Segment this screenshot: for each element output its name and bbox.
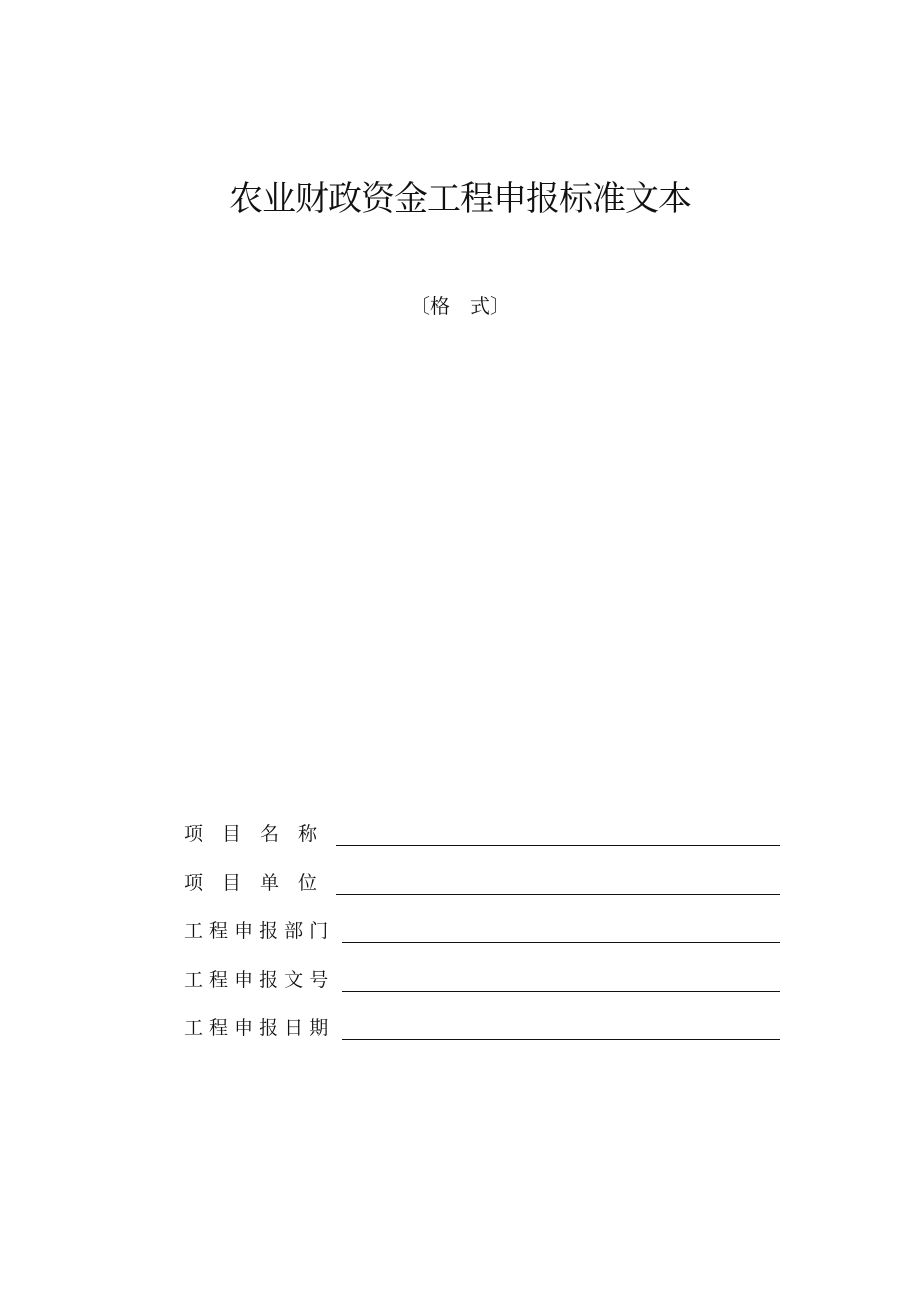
field-project-name (184, 820, 780, 869)
field-project-unit (184, 869, 780, 918)
field-label: 工 程 申 报 日 期 (184, 1017, 329, 1039)
form-fields (184, 820, 780, 1063)
fill-in-line[interactable] (342, 991, 780, 992)
document-title: 农业财政资金工程申报标准文本 (229, 179, 691, 219)
field-document-number (184, 966, 780, 1015)
fill-in-line[interactable] (336, 894, 780, 895)
field-department (184, 917, 780, 966)
fill-in-line[interactable] (342, 942, 780, 943)
field-date (184, 1014, 780, 1063)
field-label: 项 目 单 位 (184, 871, 318, 894)
fill-in-line[interactable] (336, 845, 780, 846)
fill-in-line[interactable] (342, 1039, 780, 1040)
document-subtitle: 〔格 式〕 (410, 294, 510, 318)
field-label: 工 程 申 报 文 号 (184, 968, 329, 991)
field-label: 项 目 名 称 (184, 823, 318, 845)
field-label: 工 程 申 报 部 门 (184, 920, 329, 942)
